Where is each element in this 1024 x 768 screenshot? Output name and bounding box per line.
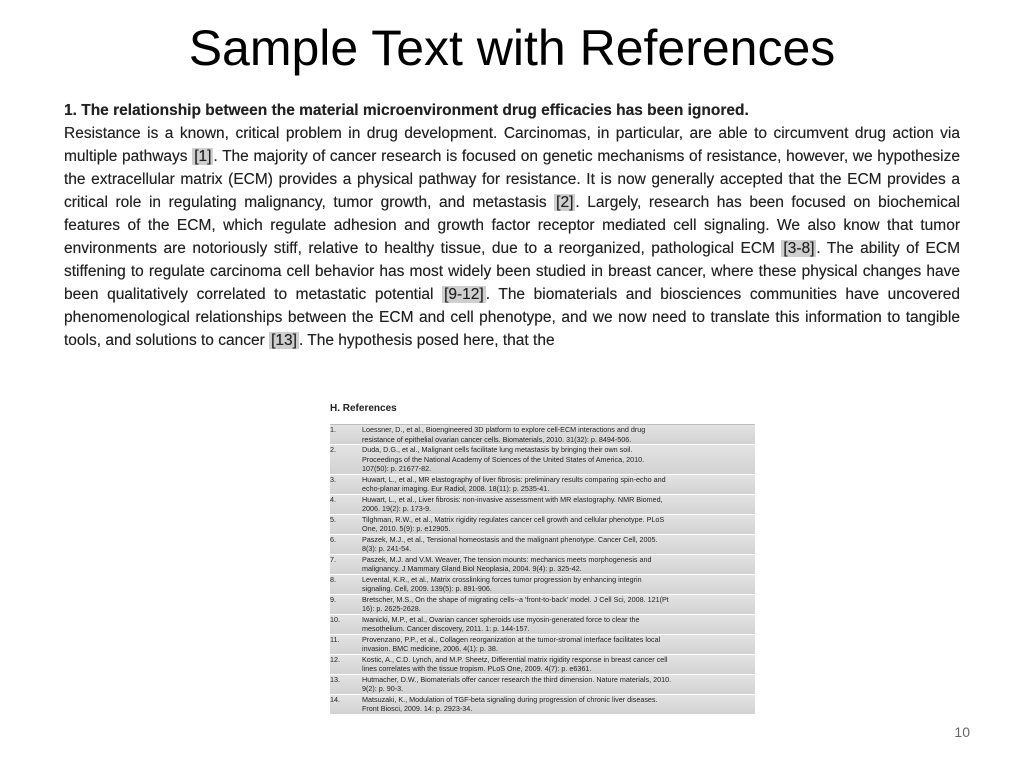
reference-text: Bretscher, M.S., On the shape of migrating cells--a 'front-to-back' model. J Cell Sci, 2008. 121(Pt 16): p. 2625-2628.	[362, 594, 669, 613]
reference-item	[330, 655, 755, 675]
reference-number: 4.	[330, 494, 336, 504]
reference-text: Iwanicki, M.P., et al., Ovarian cancer spheroids use myosin-generated force to clear the mesothelium. Cancer discovery, 2011. 1: p. 144-157.	[362, 614, 640, 633]
reference-text: Kostic, A., C.D. Lynch, and M.P. Sheetz, Differential matrix rigidity response in breast cancer cell lines correlates with the tissue tropism. PLoS One, 2009. 4(7): p. e6361.	[362, 654, 668, 673]
text-segment: . The ability of ECM stiffening to regulate carcinoma cell behavior has most widely been studied in breast cancer, where these physical changes have been qualitatively correlated to metastatic potential	[64, 240, 960, 303]
reference-text: Loessner, D., et al., Bioengineered 3D platform to explore cell-ECM interactions and drug resistance of epithelial ovarian cancer cells. Biomaterials, 2010. 31(32): p. 8494-506.	[362, 425, 646, 444]
text-segment: Resistance is a known, critical problem in drug development. Carcinomas, in particular, are able to circumvent drug action via multiple pathways	[64, 125, 960, 165]
references-title: H. References	[330, 403, 397, 414]
citation-marker: [1]	[194, 148, 212, 165]
reference-item	[330, 555, 755, 575]
reference-item	[330, 595, 755, 615]
citation-marker: [13]	[271, 332, 297, 349]
text-segment: . The hypothesis posed here, that the	[298, 332, 555, 349]
reference-text: Paszek, M.J., et al., Tensional homeostasis and the malignant phenotype. Cancer Cell, 2005. 8(3): p. 241-54.	[362, 534, 658, 553]
page-number: 10	[954, 724, 970, 740]
references-section	[330, 402, 755, 715]
citation-marker: [2]	[556, 194, 574, 211]
reference-text: Paszek, M.J. and V.M. Weaver, The tension mounts: mechanics meets morphogenesis and malignancy. J Mammary Gland Biol Neoplasia, 2004. 9(4): p. 325-42.	[362, 554, 652, 573]
slide-title: Sample Text with References	[188, 20, 836, 76]
reference-number: 9.	[330, 594, 336, 604]
section-heading: 1. The relationship between the material microenvironment drug efficacies has been ignored.	[64, 102, 749, 119]
reference-number: 13.	[330, 674, 340, 684]
references-list	[330, 424, 755, 715]
reference-number: 11.	[330, 634, 340, 644]
reference-number: 3.	[330, 474, 336, 484]
reference-text: Huwart, L., et al., Liver fibrosis: non-invasive assessment with MR elastography. NMR Biomed, 2006. 19(2): p. 173-9.	[362, 494, 663, 513]
paragraph-text	[64, 125, 960, 349]
reference-text: Levental, K.R., et al., Matrix crosslinking forces tumor progression by enhancing integrin signaling. Cell, 2009. 139(5): p. 891-906.	[362, 574, 642, 593]
reference-item	[330, 535, 755, 555]
reference-number: 1.	[330, 425, 336, 434]
reference-item	[330, 635, 755, 655]
reference-item	[330, 495, 755, 515]
reference-number: 12.	[330, 654, 340, 664]
citation-marker: [9-12]	[444, 286, 484, 303]
reference-item	[330, 425, 755, 445]
text-segment: . The biomaterials and biosciences communities have uncovered phenomenological relationships between the ECM and cell phenotype, and we now need to translate this information to tangible tools, and solutions to cancer	[64, 286, 960, 349]
body-paragraph	[64, 99, 960, 352]
reference-number: 5.	[330, 514, 336, 524]
reference-text: Matsuzaki, K., Modulation of TGF-beta signaling during progression of chronic liver diseases. Front Biosci, 2009. 14: p. 2923-34.	[362, 694, 658, 713]
reference-text: Hutmacher, D.W., Biomaterials offer cancer research the third dimension. Nature materials, 2010. 9(2): p. 90-3.	[362, 674, 672, 693]
reference-number: 10.	[330, 614, 340, 624]
citation-marker: [3-8]	[783, 240, 815, 257]
text-segment: . Largely, research has been focused on biochemical features of the ECM, which regulate adhesion and growth factor receptor mediated cell signaling. We also know that tumor environments are notoriously stiff, relative to healthy tissue, due to a reorganized, pathological ECM	[64, 194, 960, 257]
reference-number: 8.	[330, 574, 336, 584]
reference-number: 14.	[330, 694, 340, 704]
reference-item	[330, 675, 755, 695]
reference-number: 7.	[330, 554, 336, 564]
reference-number: 2.	[330, 445, 336, 454]
reference-item	[330, 475, 755, 495]
reference-text: Huwart, L., et al., MR elastography of liver fibrosis: preliminary results comparing spin-echo and echo-planar imaging. Eur Radiol, 2008. 18(11): p. 2535-41.	[362, 474, 666, 493]
reference-text: Duda, D.G., et al., Malignant cells facilitate lung metastasis by bringing their own soil. Proceedings of the National Academy of Sciences of the United States of America, 2010. 107(50): p. 21677-82.	[362, 445, 645, 473]
text-segment: . The majority of cancer research is focused on genetic mechanisms of resistance, however, we hypothesize the extracellular matrix (ECM) provides a physical pathway for resistance. It is now generally accepted that the ECM provides a critical role in regulating malignancy, tumor growth, and metastasis	[64, 148, 960, 211]
reference-item	[330, 575, 755, 595]
reference-text: Provenzano, P.P., et al., Collagen reorganization at the tumor-stromal interface facilitates local invasion. BMC medicine, 2006. 4(1): p. 38.	[362, 634, 661, 653]
reference-item	[330, 445, 755, 475]
reference-item	[330, 695, 755, 715]
reference-text: Tilghman, R.W., et al., Matrix rigidity regulates cancer cell growth and cellular phenotype. PLoS One, 2010. 5(9): p. e12905.	[362, 514, 665, 533]
reference-number: 6.	[330, 534, 336, 544]
reference-item	[330, 615, 755, 635]
body-text	[64, 99, 960, 399]
reference-item	[330, 515, 755, 535]
